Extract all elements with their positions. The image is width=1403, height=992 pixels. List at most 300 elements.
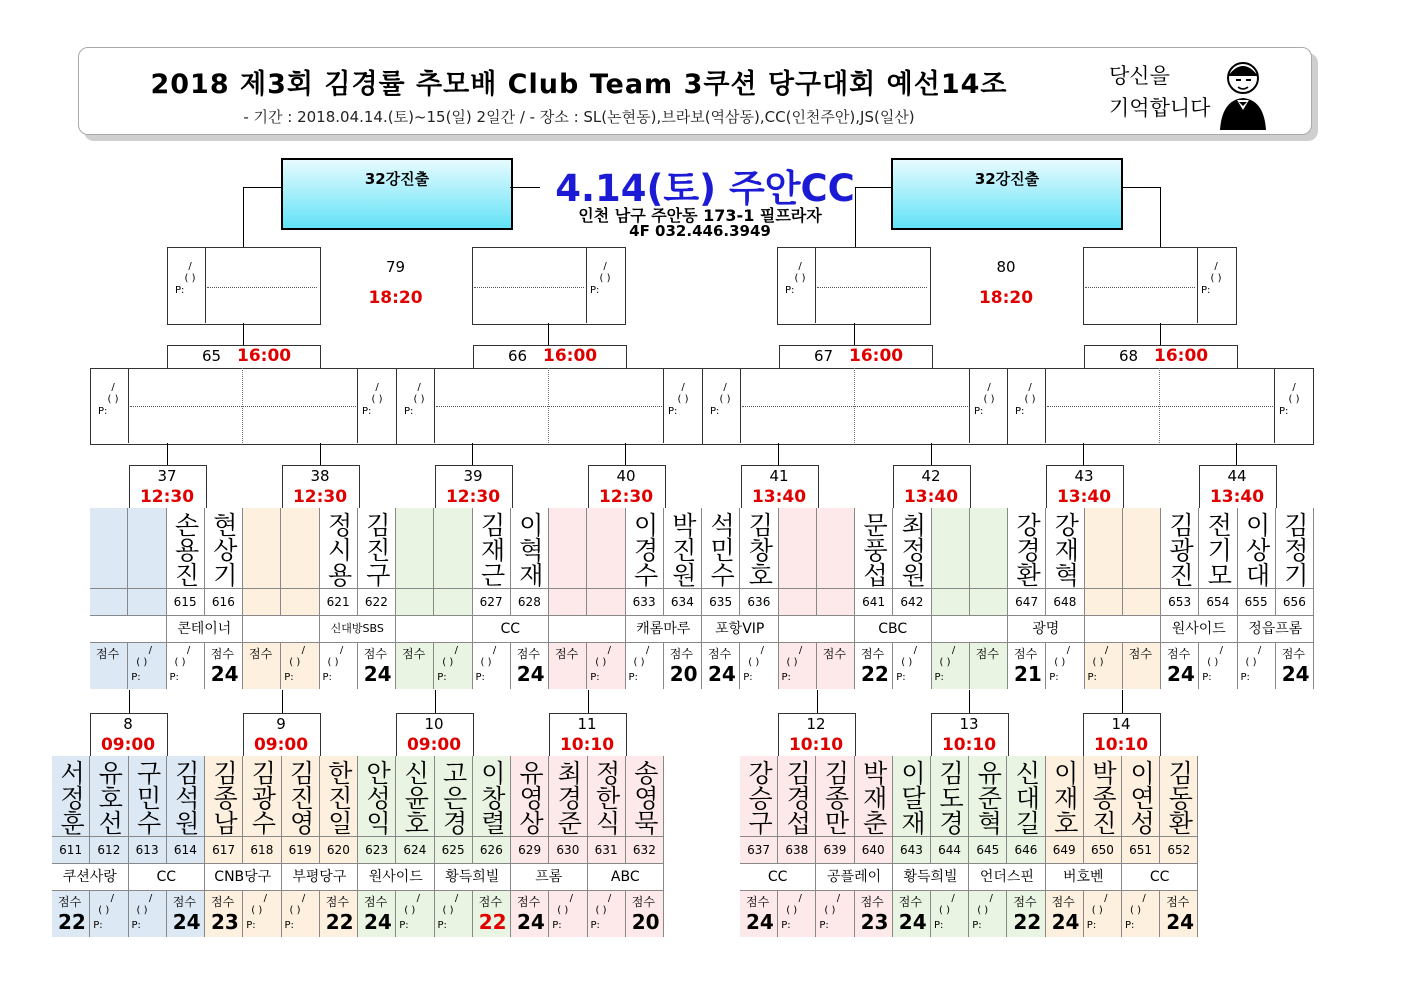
player-name: 김창호	[744, 511, 774, 587]
advance-box-right: 32강진출	[891, 158, 1123, 230]
player-number	[396, 588, 434, 615]
player-name: 강재혁	[1050, 511, 1080, 587]
player-number: 615	[167, 588, 205, 615]
score-label: 점수	[861, 647, 885, 661]
p-placeholder: P:	[437, 920, 447, 931]
p-placeholder: P:	[1201, 285, 1211, 296]
match-number: 41	[769, 467, 789, 485]
score-label: 점수	[517, 895, 541, 909]
player-number	[243, 588, 281, 615]
slash-placeholder: /	[416, 893, 420, 904]
club-name: CBC	[855, 615, 932, 642]
club-name: CC	[740, 863, 816, 890]
p-placeholder: P:	[896, 672, 906, 683]
bracket-line	[320, 443, 321, 465]
match-time: 10:10	[559, 735, 615, 755]
paren-placeholder: ( )	[289, 657, 301, 668]
bracket-line	[1160, 323, 1161, 345]
match-number: 12	[806, 715, 826, 733]
bracket-line	[1160, 187, 1161, 248]
player-number: 622	[358, 588, 396, 615]
player-number: 638	[778, 836, 816, 863]
paren-placeholder: ( )	[442, 905, 454, 916]
paren-placeholder: ( )	[1091, 905, 1103, 916]
club-name	[396, 615, 473, 642]
logo-line-1: 당신을	[1109, 64, 1170, 88]
player-number	[587, 588, 625, 615]
p-placeholder: P:	[175, 285, 185, 296]
bracket-line	[931, 443, 932, 465]
player-number: 642	[893, 588, 931, 615]
player-number: 625	[435, 836, 473, 863]
round3-slot	[175, 261, 205, 297]
player-name	[90, 510, 128, 588]
player-number: 617	[205, 836, 243, 863]
paren-placeholder: ( )	[98, 905, 110, 916]
round2-slot	[668, 382, 698, 418]
paren-placeholder: ( )	[107, 394, 119, 405]
player-name: 김종만	[820, 759, 850, 835]
match-time: 16:00	[849, 346, 904, 366]
bracket-line	[243, 187, 244, 248]
player-name	[970, 510, 1008, 588]
score-label: 점수	[1128, 647, 1152, 661]
player-name: 이경수	[630, 511, 660, 587]
player-number	[549, 588, 587, 615]
page-title: 2018 제3회 김경률 추모배 Club Team 3쿠션 당구대회 예선14조	[150, 69, 1008, 100]
p-placeholder: P:	[284, 672, 294, 683]
match-time: 13:40	[903, 487, 959, 507]
round2-slot	[362, 382, 392, 418]
player-number: 648	[1046, 588, 1084, 615]
slash-placeholder: /	[454, 893, 459, 904]
score-value: 22	[58, 910, 86, 934]
score-label: 점수	[1051, 895, 1075, 909]
paren-placeholder: ( )	[174, 657, 186, 668]
match-time: 10:10	[1093, 735, 1149, 755]
p-placeholder: P:	[590, 920, 600, 931]
player-name: 유호선	[94, 759, 124, 835]
player-name: 고은경	[439, 759, 469, 835]
slot-divider	[205, 247, 206, 323]
player-name: 최경준	[553, 759, 583, 835]
score-value: 20	[669, 662, 698, 686]
player-number	[1085, 588, 1123, 615]
club-name: 포항VIP	[702, 615, 779, 642]
score-label: 점수	[402, 647, 426, 661]
player-number: 641	[855, 588, 893, 615]
paren-placeholder: ( )	[719, 394, 731, 405]
score-value: 24	[516, 662, 545, 686]
club-name	[779, 615, 856, 642]
player-number: 644	[931, 836, 969, 863]
bracket-line	[855, 187, 856, 248]
slash-placeholder: /	[607, 645, 611, 656]
slash-placeholder: /	[1214, 261, 1218, 272]
score-value: 24	[517, 910, 545, 934]
round2-slot	[974, 382, 1004, 418]
p-placeholder: P:	[131, 920, 141, 931]
paren-placeholder: ( )	[748, 657, 760, 668]
score-label: 점수	[478, 895, 502, 909]
portrait-icon	[1214, 54, 1272, 130]
p-placeholder: P:	[246, 920, 256, 931]
bracket-line	[510, 187, 540, 188]
match-number: 80	[996, 258, 1016, 276]
paren-placeholder: ( )	[824, 905, 836, 916]
player-name: 이창렬	[477, 759, 507, 835]
bracket-line	[817, 690, 818, 713]
player-name	[396, 510, 434, 588]
player-name	[1085, 510, 1123, 588]
player-name: 이재호	[1050, 759, 1080, 835]
p-placeholder: P:	[1015, 406, 1025, 417]
paren-placeholder: ( )	[251, 905, 263, 916]
bracket-line	[1083, 443, 1084, 465]
club-name: 공플레이	[816, 863, 892, 890]
player-name: 문풍섭	[859, 511, 889, 587]
slash-placeholder: /	[1142, 893, 1146, 904]
player-name: 한진일	[324, 759, 354, 835]
slot-dotted-line	[1085, 287, 1195, 288]
slash-placeholder: /	[1104, 893, 1108, 904]
player-number	[90, 588, 128, 615]
player-number	[779, 588, 817, 615]
player-name: 구민수	[133, 759, 163, 835]
player-number: 612	[90, 836, 128, 863]
club-name: ABC	[588, 863, 665, 890]
p-placeholder: P:	[98, 406, 108, 417]
p-placeholder: P:	[781, 672, 791, 683]
slash-placeholder: /	[492, 645, 497, 656]
score-label: 점수	[210, 647, 234, 661]
round3-slot	[590, 261, 620, 297]
slot-dotted-line	[436, 406, 662, 407]
match-number: 9	[276, 715, 286, 733]
match-time: 18:20	[368, 288, 423, 308]
paren-placeholder: ( )	[557, 905, 569, 916]
player-name: 김석원	[171, 759, 201, 835]
p-placeholder: P:	[284, 920, 294, 931]
slot-divider	[1274, 368, 1275, 443]
p-placeholder: P:	[475, 672, 485, 683]
bracket-line	[855, 187, 891, 188]
score-label: 점수	[58, 895, 82, 909]
paren-placeholder: ( )	[1210, 273, 1222, 284]
match-number: 39	[463, 467, 483, 485]
slash-placeholder: /	[417, 382, 421, 393]
player-number: 631	[588, 836, 626, 863]
match-time: 16:00	[543, 346, 598, 366]
club-name	[549, 615, 626, 642]
paren-placeholder: ( )	[327, 657, 339, 668]
match-number: 38	[310, 467, 330, 485]
player-number: 613	[129, 836, 167, 863]
venue-address: 인천 남구 주안동 173-1 필프라자	[578, 206, 822, 225]
player-name: 정시용	[324, 511, 354, 587]
p-placeholder: P:	[710, 406, 720, 417]
score-value: 22	[478, 910, 507, 934]
score-value: 24	[172, 910, 201, 934]
bracket-line	[1122, 690, 1123, 713]
player-name: 김동환	[1164, 759, 1194, 835]
player-name: 김광수	[247, 759, 277, 835]
slash-placeholder: /	[645, 645, 650, 656]
paren-placeholder: ( )	[404, 905, 416, 916]
paren-placeholder: ( )	[1024, 394, 1036, 405]
player-number: 645	[969, 836, 1007, 863]
match-number: 13	[959, 715, 979, 733]
player-number: 624	[396, 836, 434, 863]
score-label: 점수	[325, 895, 349, 909]
paren-placeholder: ( )	[786, 905, 798, 916]
score-label: 점수	[898, 895, 922, 909]
player-name: 정한식	[592, 759, 622, 835]
player-name	[243, 510, 281, 588]
slot-dotted-line	[130, 406, 356, 407]
slash-placeholder: /	[607, 893, 612, 904]
slot-dotted-line	[207, 287, 317, 288]
slash-placeholder: /	[723, 382, 727, 393]
score-label: 점수	[746, 895, 770, 909]
slash-placeholder: /	[798, 645, 803, 656]
score-value: 22	[861, 662, 889, 686]
player-number: 650	[1084, 836, 1122, 863]
player-number: 632	[626, 836, 664, 863]
p-placeholder: P:	[93, 920, 103, 931]
slash-placeholder: /	[836, 893, 841, 904]
player-name: 김경섭	[782, 759, 812, 835]
score-label: 점수	[555, 647, 579, 661]
player-name: 신대길	[1011, 759, 1041, 835]
player-number: 618	[243, 836, 281, 863]
player-number: 614	[167, 836, 205, 863]
p-placeholder: P:	[1202, 672, 1212, 683]
player-number: 635	[702, 588, 740, 615]
player-number: 639	[816, 836, 854, 863]
score-value: 24	[1051, 910, 1080, 934]
slot-divider	[128, 368, 129, 443]
p-placeholder: P:	[934, 920, 944, 931]
p-placeholder: P:	[437, 672, 447, 683]
match-time: 10:10	[788, 735, 844, 755]
bracket-line	[969, 690, 970, 713]
player-name: 신윤호	[400, 759, 430, 835]
player-number	[932, 588, 970, 615]
player-name: 유영상	[515, 759, 545, 835]
club-name: 광명	[1008, 615, 1085, 642]
match-time: 09:00	[253, 735, 309, 755]
player-name: 안성익	[362, 759, 392, 835]
player-name: 이혁재	[515, 511, 545, 587]
round2-slot	[98, 382, 128, 418]
paren-placeholder: ( )	[136, 905, 148, 916]
player-number	[281, 588, 319, 615]
player-name: 현상기	[209, 511, 239, 587]
slash-placeholder: /	[339, 645, 344, 656]
score-label: 점수	[822, 647, 846, 661]
score-label: 점수	[631, 895, 655, 909]
player-number	[970, 588, 1008, 615]
slash-placeholder: /	[913, 645, 917, 656]
score-label: 점수	[96, 647, 120, 661]
player-number: 626	[473, 836, 511, 863]
club-name: 캐롬마루	[626, 615, 703, 642]
p-placeholder: P:	[362, 406, 372, 417]
player-number	[128, 588, 166, 615]
slot-divider	[969, 368, 970, 443]
bracket-line	[625, 443, 626, 465]
player-name: 박재춘	[859, 759, 889, 835]
p-placeholder: P:	[552, 920, 562, 931]
header-banner	[78, 47, 1312, 135]
match-time: 10:10	[941, 735, 997, 755]
match-time: 12:30	[292, 487, 348, 507]
player-number: 619	[282, 836, 320, 863]
p-placeholder: P:	[743, 672, 753, 683]
match-time: 18:20	[978, 288, 1034, 308]
round2-slot	[1279, 382, 1309, 418]
player-name	[281, 510, 319, 588]
player-name: 강경환	[1012, 511, 1042, 587]
player-number	[1123, 588, 1161, 615]
player-number: 633	[626, 588, 664, 615]
club-name: 프롬	[511, 863, 588, 890]
paren-placeholder: ( )	[1054, 657, 1066, 668]
match-time: 13:40	[751, 487, 807, 507]
slash-placeholder: /	[148, 893, 153, 904]
score-label: 점수	[975, 647, 999, 661]
paren-placeholder: ( )	[1288, 394, 1300, 405]
player-name: 손용진	[171, 511, 201, 587]
player-name: 김진구	[362, 511, 392, 587]
slash-placeholder: /	[951, 645, 956, 656]
paren-placeholder: ( )	[633, 657, 645, 668]
player-name: 이상대	[1242, 511, 1272, 587]
venue-phone: 4F 032.446.3949	[629, 222, 771, 240]
match-number: 37	[157, 467, 177, 485]
memorial-logo-text	[1109, 60, 1210, 124]
player-number: 640	[855, 836, 893, 863]
club-name: 언더스핀	[969, 863, 1045, 890]
player-number: 655	[1238, 588, 1276, 615]
paren-placeholder: ( )	[595, 905, 607, 916]
score-label: 점수	[249, 647, 273, 661]
player-name	[779, 510, 817, 588]
paren-placeholder: ( )	[677, 394, 689, 405]
player-name	[1123, 510, 1161, 588]
slash-placeholder: /	[681, 382, 685, 393]
score-value: 22	[325, 910, 354, 934]
p-placeholder: P:	[934, 672, 944, 683]
score-value: 24	[1281, 662, 1310, 686]
paren-placeholder: ( )	[939, 905, 950, 916]
club-name: 콘테이너	[167, 615, 244, 642]
score-value: 24	[746, 910, 774, 934]
match-number: 44	[1227, 467, 1247, 485]
p-placeholder: P:	[404, 406, 414, 417]
paren-placeholder: ( )	[184, 273, 196, 284]
match-number: 42	[921, 467, 941, 485]
player-name: 김정기	[1280, 511, 1310, 587]
slot-divider	[357, 368, 358, 443]
paren-placeholder: ( )	[599, 273, 611, 284]
club-name: CNB당구	[205, 863, 282, 890]
player-number: 647	[1008, 588, 1046, 615]
slash-placeholder: /	[188, 261, 192, 272]
club-name: CC	[1122, 863, 1198, 890]
score-label: 점수	[860, 895, 884, 909]
club-name	[932, 615, 1009, 642]
page-subtitle: - 기간 : 2018.04.14.(토)~15(일) 2일간 / - 장소 : SL(논현동),브라보(역삼동),CC(인천주안),JS(일산)	[243, 108, 915, 126]
score-value: 22	[1013, 910, 1042, 934]
player-number: 651	[1122, 836, 1160, 863]
p-placeholder: P:	[974, 406, 984, 417]
round2-slot	[1015, 382, 1045, 418]
player-name: 송영묵	[630, 759, 660, 835]
score-label: 점수	[1167, 647, 1191, 661]
p-placeholder: P:	[972, 920, 982, 931]
p-placeholder: P:	[590, 285, 600, 296]
match-number: 79	[385, 258, 406, 276]
slash-placeholder: /	[186, 645, 191, 656]
match-number: 8	[123, 715, 133, 733]
slot-dotted-line	[1047, 406, 1273, 407]
player-number: 616	[205, 588, 243, 615]
score-value: 20	[631, 910, 660, 934]
slot-divider	[586, 247, 587, 323]
p-placeholder: P:	[1240, 672, 1250, 683]
player-number: 620	[320, 836, 358, 863]
club-name	[1085, 615, 1162, 642]
slash-placeholder: /	[1066, 645, 1070, 656]
slash-placeholder: /	[798, 261, 802, 272]
score-label: 점수	[708, 647, 732, 661]
player-name: 이연성	[1126, 759, 1156, 835]
paren-placeholder: ( )	[786, 657, 798, 668]
match-time: 09:00	[406, 735, 462, 755]
slash-placeholder: /	[111, 382, 115, 393]
paren-placeholder: ( )	[1207, 657, 1219, 668]
paren-placeholder: ( )	[480, 657, 492, 668]
club-name: 부평당구	[282, 863, 359, 890]
club-name: 신대방SBS	[320, 615, 397, 642]
bracket-line	[435, 690, 436, 713]
club-name: CC	[473, 615, 550, 642]
slot-dotted-line	[474, 287, 584, 288]
club-name: 원사이드	[1161, 615, 1238, 642]
score-label: 점수	[172, 895, 196, 909]
p-placeholder: P:	[1049, 672, 1059, 683]
player-number	[434, 588, 472, 615]
slash-placeholder: /	[148, 645, 152, 656]
bracket-line	[548, 323, 549, 345]
player-number: 634	[664, 588, 702, 615]
player-number: 637	[740, 836, 778, 863]
paren-placeholder: ( )	[289, 905, 301, 916]
slot-divider	[1197, 247, 1198, 323]
score-value: 24	[708, 662, 736, 686]
player-name: 유준혁	[973, 759, 1003, 835]
club-name: 원사이드	[358, 863, 435, 890]
club-name: CC	[129, 863, 206, 890]
slash-placeholder: /	[951, 893, 955, 904]
p-placeholder: P:	[819, 920, 829, 931]
player-name: 김진영	[286, 759, 316, 835]
paren-placeholder: ( )	[1130, 905, 1141, 916]
slash-placeholder: /	[760, 645, 764, 656]
slash-placeholder: /	[263, 893, 267, 904]
